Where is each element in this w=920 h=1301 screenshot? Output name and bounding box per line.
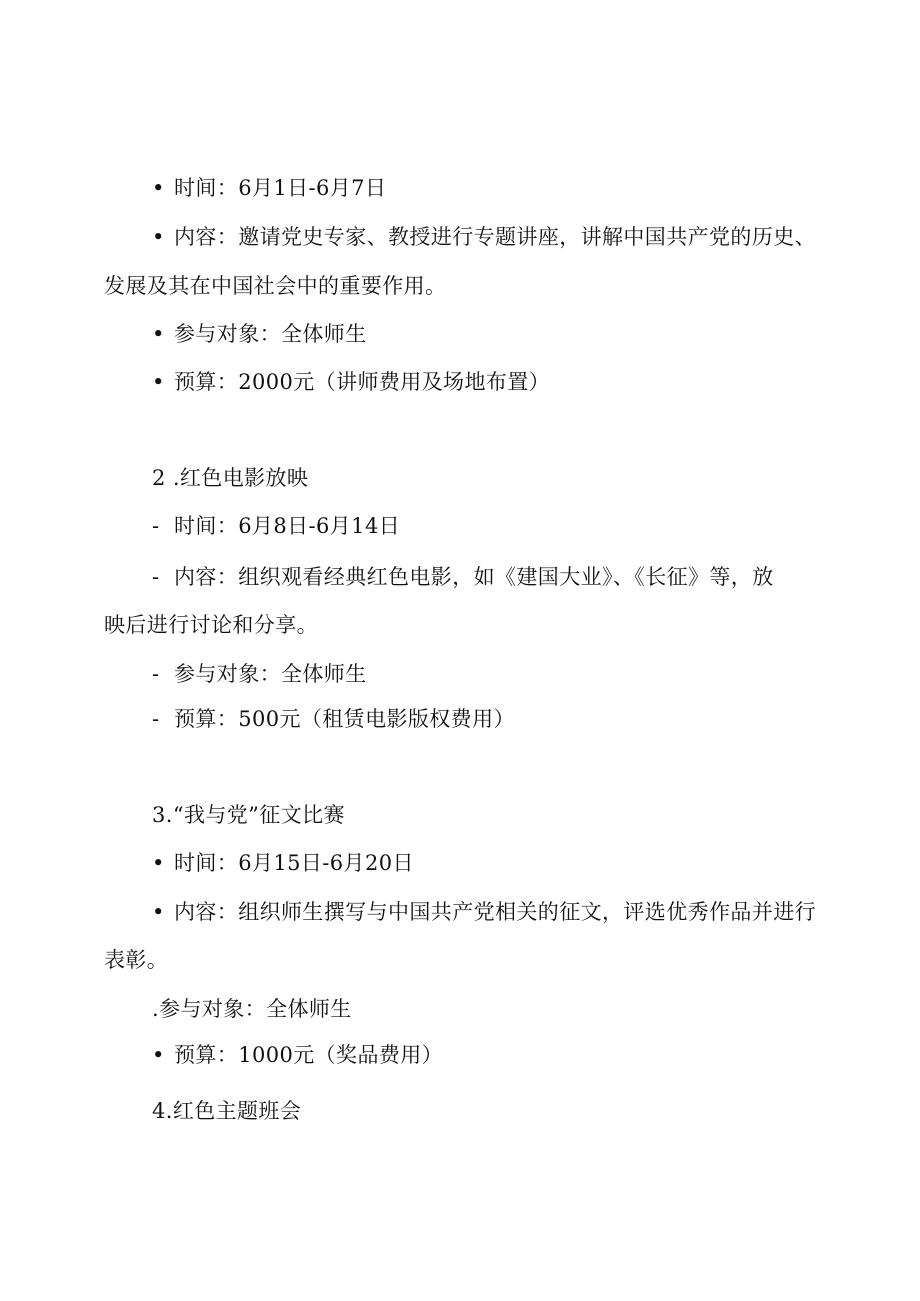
bullet-marker: - bbox=[152, 565, 160, 589]
list-item bbox=[152, 223, 816, 251]
bullet-marker: • bbox=[152, 225, 165, 249]
bullet-marker: • bbox=[152, 176, 165, 200]
list-item bbox=[152, 1041, 443, 1069]
item-text: .参与对象：全体师生 bbox=[152, 997, 352, 1021]
list-item bbox=[152, 174, 386, 202]
list-item bbox=[152, 705, 515, 733]
list-item bbox=[152, 512, 400, 540]
item-continuation: 表彰。 bbox=[104, 948, 169, 972]
item-text: 参与对象：全体师生 bbox=[174, 662, 367, 686]
item-text: 内容：邀请党史专家、教授进行专题讲座，讲解中国共产党的历史、 bbox=[174, 225, 816, 249]
item-text: 预算：2000元（讲师费用及场地布置） bbox=[174, 370, 551, 394]
list-item bbox=[152, 898, 816, 926]
item-text: 时间：6月15日-6月20日 bbox=[174, 851, 414, 875]
list-item bbox=[152, 368, 550, 396]
item-text: 时间：6月1日-6月7日 bbox=[174, 176, 387, 200]
item-continuation: 映后进行讨论和分享。 bbox=[104, 613, 318, 637]
item-text: 预算：500元（租赁电影版权费用） bbox=[174, 707, 515, 731]
bullet-marker: • bbox=[152, 322, 165, 346]
list-item bbox=[152, 563, 774, 591]
bullet-marker: • bbox=[152, 851, 165, 875]
bullet-marker: - bbox=[152, 662, 160, 686]
item-text: 内容：组织师生撰写与中国共产党相关的征文，评选优秀作品并进行 bbox=[174, 900, 816, 924]
item-text: 时间：6月8日-6月14日 bbox=[174, 514, 401, 538]
section-heading: 4.红色主题班会 bbox=[152, 1099, 302, 1123]
bullet-marker: • bbox=[152, 900, 165, 924]
item-continuation: 发展及其在中国社会中的重要作用。 bbox=[104, 274, 447, 298]
list-item bbox=[152, 320, 367, 348]
list-item bbox=[152, 660, 367, 688]
item-text: 预算：1000元（奖品费用） bbox=[174, 1043, 444, 1067]
bullet-marker: - bbox=[152, 514, 160, 538]
list-item bbox=[152, 849, 414, 877]
section-heading: 2 .红色电影放映 bbox=[152, 466, 309, 490]
bullet-marker: • bbox=[152, 370, 165, 394]
list-item bbox=[152, 995, 352, 1023]
bullet-marker: - bbox=[152, 707, 160, 731]
item-text: 参与对象：全体师生 bbox=[174, 322, 367, 346]
item-text: 内容：组织观看经典红色电影，如《建国大业》、《长征》等，放 bbox=[174, 565, 774, 589]
bullet-marker: • bbox=[152, 1043, 165, 1067]
section-heading: 3.“我与党”征文比赛 bbox=[152, 803, 345, 827]
